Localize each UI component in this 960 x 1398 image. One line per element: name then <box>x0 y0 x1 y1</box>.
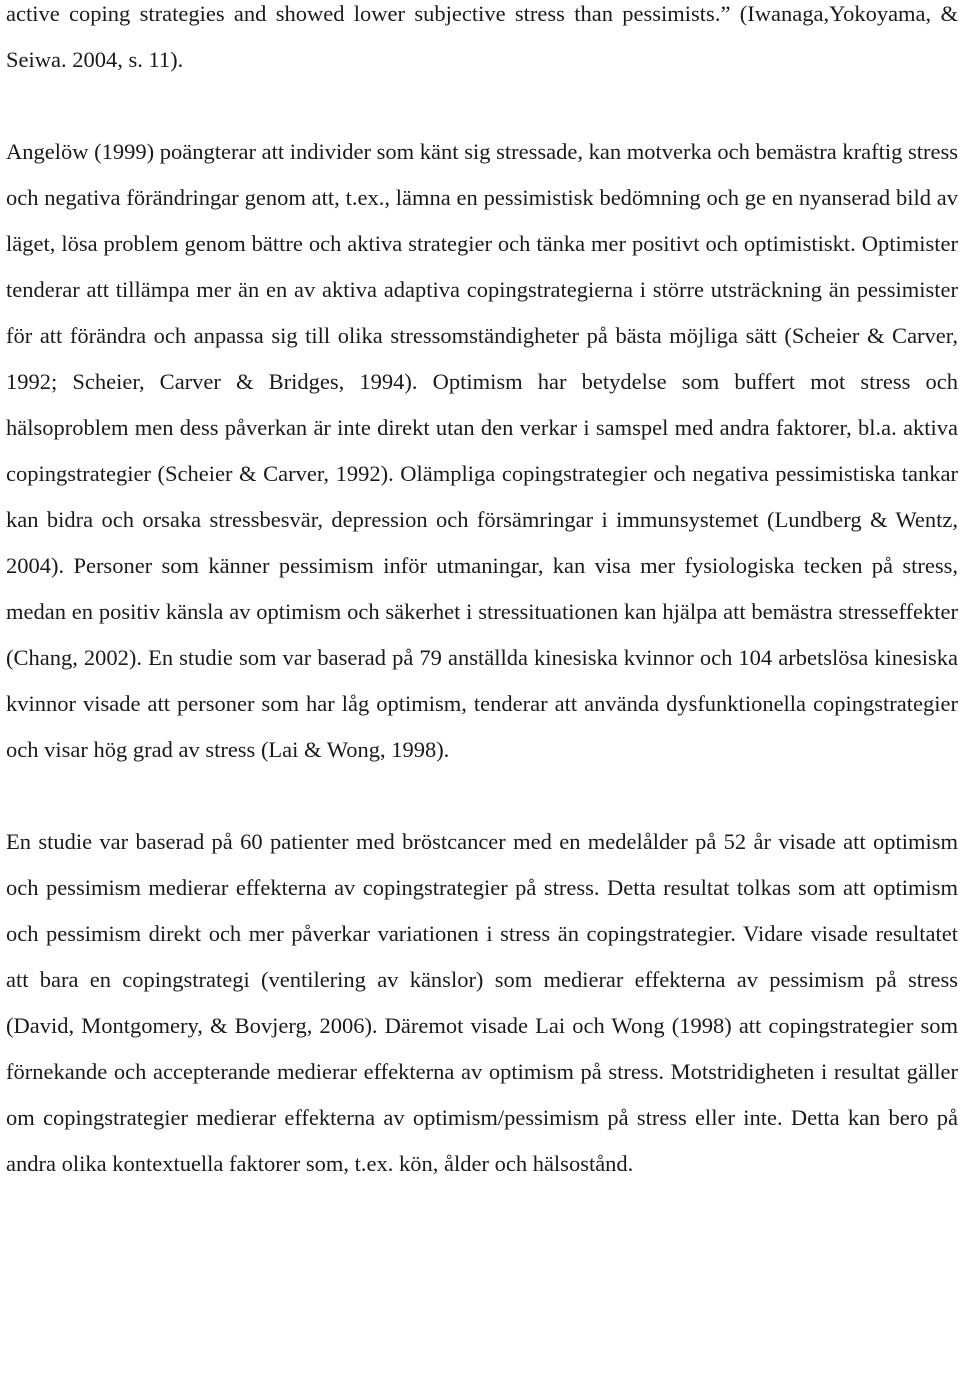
paragraph-breast-cancer-study: En studie var baserad på 60 patienter med bröstcancer med en medelålder på 52 år visade att optimism och pessimism medierar effekterna av copingstrategier på stress. Detta resultat tolkas som att optimism och pessimism direkt och mer påverkar variationen i stress än copingstrategier. Vidare visade resultatet att bara en copingstrategi (ventilering av känslor) som medierar effekterna av pessimism på stress (David, Montgomery, & Bovjerg, 2006). Däremot visade Lai och Wong (1998) att copingstrategier som förnekande och accepterande medierar effekterna av optimism på stress. Motstridigheten i resultat gäller om copingstrategier medierar effekterna av optimism/pessimism på stress eller inte. Detta kan bero på andra olika kontextuella faktorer som, t.ex. kön, ålder och hälsostånd. <box>6 829 958 1176</box>
paragraph-angelow: Angelöw (1999) poängterar att individer som känt sig stressade, kan motverka och bemästra kraftig stress och negativa förändringar genom att, t.ex., lämna en pessimistisk bedömning och ge en nyanserad bild av läget, lösa problem genom bättre och aktiva strategier och tänka mer positivt och optimistiskt. Optimister tenderar att tillämpa mer än en av aktiva adaptiva copingstrategierna i större utsträckning än pessimister för att förändra och anpassa sig till olika stressomständigheter på bästa möjliga sätt (Scheier & Carver, 1992; Scheier, Carver & Bridges, 1994). Optimism har betydelse som buffert mot stress och hälsoproblem men dess påverkan är inte direkt utan den verkar i samspel med andra faktorer, bl.a. aktiva copingstrategier (Scheier & Carver, 1992). Olämpliga copingstrategier och negativa pessimistiska tankar kan bidra och orsaka stressbesvär, depression och försämringar i immunsystemet (Lundberg & Wentz, 2004). Personer som känner pessimism inför utmaningar, kan visa mer fysiologiska tecken på stress, medan en positiv känsla av optimism och säkerhet i stressituationen kan hjälpa att bemästra stresseffekter (Chang, 2002). En studie som var baserad på 79 anställda kinesiska kvinnor och 104 arbetslösa kinesiska kvinnor visade att personer som har låg optimism, tenderar att använda dysfunktionella copingstrategier och visar hög grad av stress (Lai & Wong, 1998). <box>6 139 958 762</box>
paragraph-quote-end: active coping strategies and showed lower subjective stress than pessimists.” (Iwanaga,Yokoyama, & Seiwa. 2004, s. 11). <box>6 1 958 72</box>
document-page <box>6 0 958 1187</box>
